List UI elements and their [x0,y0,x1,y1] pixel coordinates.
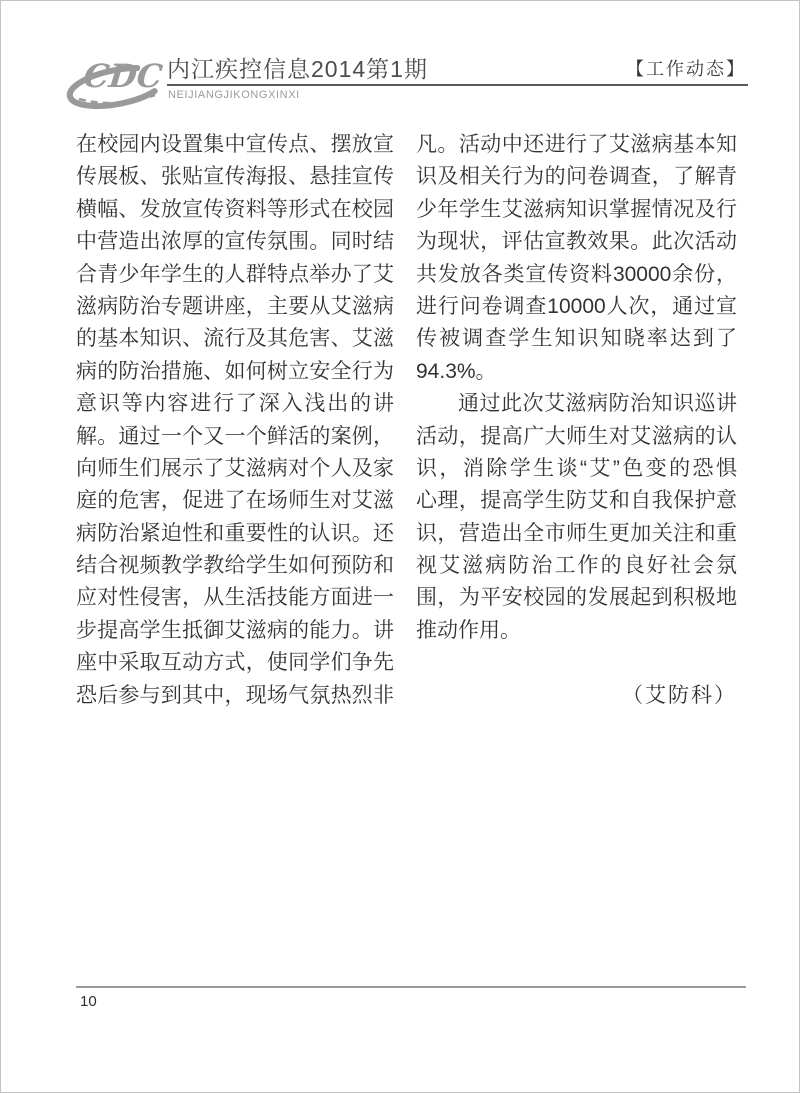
text-line: 识，消除学生谈“艾”色变的恐惧 [416,456,737,480]
section-tag: 【工作动态】 [626,59,746,79]
text-line: 中营造出浓厚的宣传氛围。同时结 [76,230,394,254]
text-line: 结合视频教学教给学生如何预防和 [76,554,394,578]
text-line: 病防治紧迫性和重要性的认识。还 [76,521,394,545]
text-line: 的基本知识、流行及其危害、艾滋 [76,327,394,351]
text-line: 恐后参与到其中，现场气氛热烈非 [76,683,394,707]
newsletter-subtitle: NEIJIANGJIKONGXINXI [168,89,300,101]
text-line: 庭的危害，促进了在场师生对艾滋 [76,489,394,513]
text-line: 意识等内容进行了深入浅出的讲 [76,392,394,416]
text-line: 合青少年学生的人群特点举办了艾 [76,262,394,286]
text-line: 共发放各类宣传资料30000余份， [416,262,737,286]
newsletter-title: 内江疾控信息2014第1期 [167,56,428,82]
text-line: 进行问卷调查10000人次，通过宣 [416,294,737,318]
text-line: 识，营造出全市师生更加关注和重 [416,521,737,545]
cdc-logo-graphic [59,45,173,119]
header-rule [167,84,748,86]
text-line: 通过此次艾滋病防治知识巡讲 [458,392,737,416]
text-line: 在校园内设置集中宣传点、摆放宣 [76,133,394,156]
text-line [416,647,737,679]
page-number: 10 [80,993,97,1010]
text-line: 应对性侵害，从生活技能方面进一 [76,586,394,610]
text-line: 活动，提高广大师生对艾滋病的认 [416,424,737,448]
text-line: 解。通过一个又一个鲜活的案例， [76,424,394,448]
text-line: 步提高学生抵御艾滋病的能力。讲 [76,618,394,642]
cdc-logo-text: CDC [81,57,165,95]
footer-rule [76,986,746,988]
article-right-column [416,129,737,712]
text-line: 向师生们展示了艾滋病对个人及家 [76,456,394,480]
text-line: 推动作用。 [416,618,521,642]
text-line: 94.3%。 [416,359,497,383]
text-line: 传被调查学生知识知晓率达到了 [416,327,737,351]
text-line: 为现状，评估宣教效果。此次活动 [416,230,737,254]
article-left-column [76,129,394,712]
text-line: 滋病防治专题讲座，主要从艾滋病 [76,294,394,318]
text-line: 横幅、发放宣传资料等形式在校园 [76,197,394,221]
text-line: 少年学生艾滋病知识掌握情况及行 [416,197,737,221]
text-line: 视艾滋病防治工作的良好社会氛 [416,554,737,578]
text-line: 座中采取互动方式，使同学们争先 [76,651,394,675]
text-line: 凡。活动中还进行了艾滋病基本知 [416,133,737,156]
cdc-logo [59,45,173,119]
text-line: 心理，提高学生防艾和自我保护意 [416,489,737,513]
text-line: 围，为平安校园的发展起到积极地 [416,586,737,610]
text-line: 传展板、张贴宣传海报、悬挂宣传 [76,165,394,189]
signature-line: （艾防科） [622,683,737,707]
text-line: 识及相关行为的问卷调查，了解青 [416,165,737,189]
text-line: 病的防治措施、如何树立安全行为 [76,359,394,383]
